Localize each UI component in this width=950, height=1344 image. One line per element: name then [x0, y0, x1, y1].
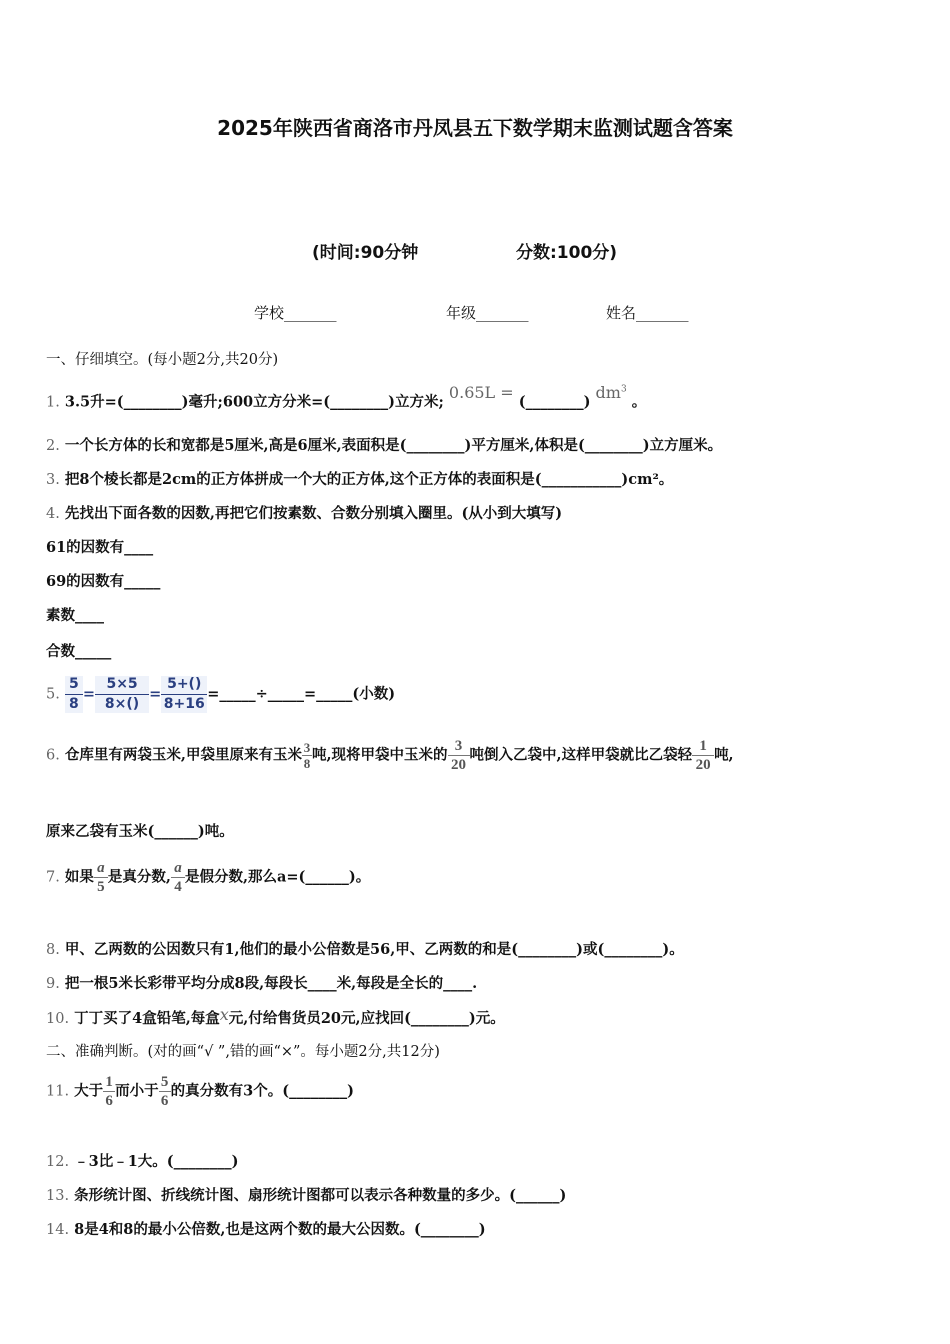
question-6-line2: 原来乙袋有玉米(______)吨。 — [46, 823, 234, 840]
question-text: 条形统计图、折线统计图、扇形统计图都可以表示各种数量的多少。(______) — [74, 1187, 567, 1204]
fraction-bar — [159, 1091, 171, 1092]
question-text: 的真分数有3个。(________) — [170, 1082, 354, 1100]
fraction-bar — [692, 755, 714, 756]
question-text: 3.5升=(________)毫升;600立方分米=(________)立方米; — [64, 393, 444, 411]
grade-field: 年级_______ — [446, 304, 529, 322]
denominator: 6 — [160, 1093, 169, 1109]
question-number: 14. — [46, 1222, 70, 1238]
question-text: 把8个棱长都是2cm的正方体拼成一个大的正方体,这个正方体的表面积是(___________)cm²。 — [64, 471, 674, 488]
question-1 — [46, 383, 647, 412]
numerator: 3 — [303, 740, 311, 755]
numerator: 3 — [454, 738, 463, 754]
question-text: 丁丁买了4盒铅笔,每盒 — [74, 1010, 220, 1027]
question-number: 13. — [46, 1188, 70, 1204]
question-text: 仓库里有两袋玉米,甲袋里原来有玉米 — [64, 746, 302, 764]
fraction-bar — [161, 694, 207, 695]
question-8 — [46, 940, 684, 960]
fraction — [159, 1074, 171, 1109]
denominator: 8×() — [104, 696, 140, 712]
composite-line: 合数_____ — [46, 643, 112, 660]
question-number: 7. — [46, 869, 60, 886]
question-3 — [46, 470, 673, 490]
question-4 — [46, 504, 562, 524]
prime-line: 素数____ — [46, 607, 104, 624]
question-text: 吨, — [714, 746, 734, 764]
math-expression: 0.65L = — [448, 383, 514, 403]
question-11 — [46, 1074, 354, 1109]
fraction — [95, 676, 149, 713]
fraction-bar — [103, 1091, 115, 1092]
question-text: 8是4和8的最小公倍数,也是这两个数的最大公因数。(________) — [74, 1221, 486, 1238]
question-number: 8. — [46, 942, 60, 958]
numerator: 1 — [105, 1074, 113, 1090]
question-7 — [46, 860, 370, 895]
question-number: 11. — [46, 1083, 70, 1100]
question-number: 12. — [46, 1154, 70, 1170]
numerator: 5×5 — [106, 676, 138, 692]
question-end: 。 — [631, 393, 647, 411]
fraction — [302, 741, 312, 770]
question-5 — [46, 676, 395, 713]
question-text: 吨,现将甲袋中玉米的 — [311, 746, 448, 764]
question-14 — [46, 1220, 486, 1240]
fraction — [94, 860, 108, 895]
fraction — [692, 738, 714, 773]
question-10 — [46, 1005, 505, 1029]
question-text: 元,付给售货员20元,应找回(________)元。 — [228, 1010, 505, 1027]
denominator: 6 — [105, 1093, 113, 1109]
fraction — [161, 676, 207, 713]
unit-label — [596, 383, 627, 402]
question-text: 大于 — [74, 1082, 104, 1100]
question-text: 吨倒入乙袋中,这样甲袋就比乙袋轻 — [469, 746, 693, 764]
denominator: 5 — [97, 879, 105, 895]
question-9 — [46, 974, 477, 994]
denominator: 20 — [451, 757, 467, 773]
question-text: =_____÷_____=_____(小数) — [207, 685, 396, 703]
variable-x: x — [219, 1005, 229, 1024]
question-text: 是假分数,那么a=(______)。 — [184, 868, 371, 886]
factor-line-61: 61的因数有____ — [46, 539, 154, 556]
question-number: 10. — [46, 1011, 70, 1027]
equals-sign: = — [82, 686, 96, 703]
factor-line-69: 69的因数有_____ — [46, 573, 161, 590]
question-text: 一个长方体的长和宽都是5厘米,高是6厘米,表面积是(________)平方厘米,体积是(________)立方厘米。 — [64, 437, 723, 454]
fraction-bar — [94, 877, 108, 878]
name-field: 姓名_______ — [606, 304, 689, 322]
numerator: 5+() — [167, 676, 202, 692]
question-number: 6. — [46, 747, 60, 764]
numerator: a — [97, 860, 105, 876]
equals-sign: = — [149, 686, 162, 703]
numerator: 1 — [699, 738, 707, 754]
denominator: 20 — [695, 757, 711, 773]
question-6 — [46, 738, 734, 773]
question-2 — [46, 436, 722, 456]
fraction — [65, 676, 83, 713]
question-text: 是真分数, — [107, 868, 171, 886]
question-number: 2. — [46, 438, 60, 454]
question-text: 把一根5米长彩带平均分成8段,每段长____米,每段是全长的____. — [64, 975, 478, 992]
question-number: 4. — [46, 506, 60, 522]
question-12 — [46, 1152, 239, 1172]
denominator: 8+16 — [163, 696, 205, 712]
question-number: 9. — [46, 976, 60, 992]
question-number: 5. — [46, 686, 60, 703]
denominator: 4 — [174, 879, 182, 895]
question-13 — [46, 1186, 566, 1206]
fraction — [103, 1074, 115, 1109]
question-text: 先找出下面各数的因数,再把它们按素数、合数分别填入圈里。(从小到大填写) — [64, 505, 563, 522]
unit-text: dm — [595, 383, 621, 403]
question-text: 如果 — [64, 868, 94, 886]
question-number: 3. — [46, 472, 60, 488]
fraction-bar — [65, 694, 83, 695]
section1-heading: 一、仔细填空。(每小题2分,共20分) — [46, 352, 279, 368]
answer-blank: (________) — [518, 393, 591, 411]
exam-score: 分数:100分) — [516, 243, 618, 263]
numerator: 5 — [160, 1074, 169, 1090]
numerator: a — [174, 860, 182, 876]
numerator: 5 — [69, 676, 79, 692]
denominator: 8 — [303, 756, 311, 771]
question-text: ﹣3比﹣1大。(________) — [74, 1153, 239, 1170]
unit-superscript: 3 — [620, 385, 627, 395]
fraction-bar — [95, 694, 149, 695]
denominator: 8 — [69, 696, 79, 712]
exam-time: (时间:90分钟 — [312, 243, 419, 263]
page-title: 2025年陕西省商洛市丹凤县五下数学期末监测试题含答案 — [217, 116, 733, 140]
question-number: 1. — [46, 394, 60, 411]
fraction-bar — [448, 755, 470, 756]
fraction — [171, 860, 185, 895]
fraction — [448, 738, 470, 773]
question-text: 而小于 — [115, 1082, 159, 1100]
question-text: 甲、乙两数的公因数只有1,他们的最小公倍数是56,甲、乙两数的和是(________)或(________)。 — [64, 941, 684, 958]
fraction-bar — [171, 877, 185, 878]
school-field: 学校_______ — [254, 304, 337, 322]
section2-heading: 二、准确判断。(对的画“√ ”,错的画“×”。每小题2分,共12分) — [46, 1044, 440, 1060]
